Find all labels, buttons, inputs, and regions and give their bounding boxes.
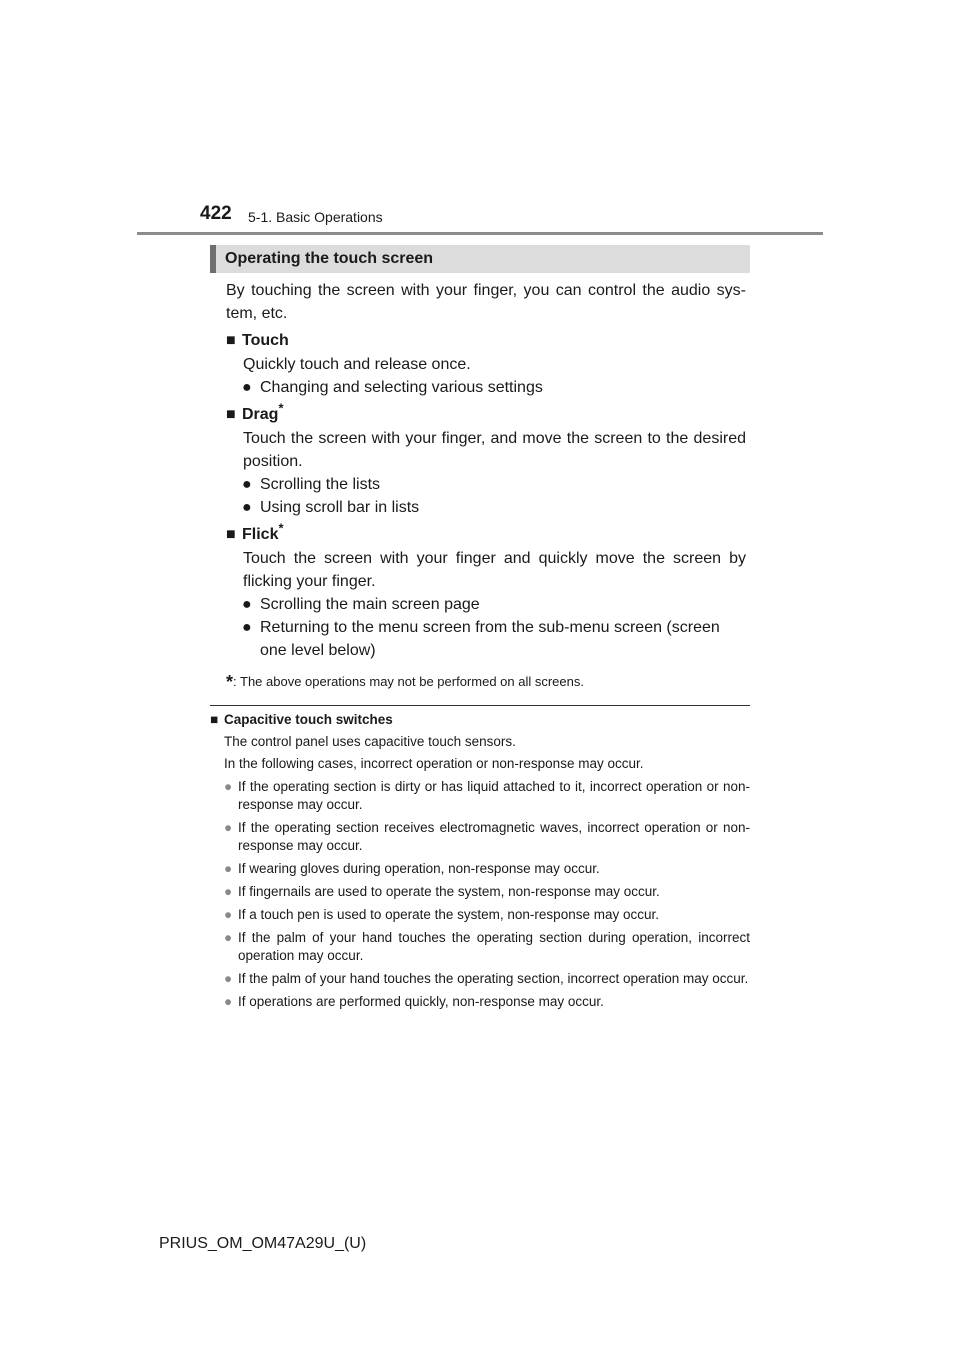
heading-bar [210,245,750,273]
subsection-touch [226,329,746,399]
circle-bullet-icon: ● [224,930,233,945]
list-item: ● Scrolling the lists [226,473,746,496]
info-paragraph: The control panel uses capacitive touch sensors. [224,734,516,749]
list-item: ● If the operating section receives electromagnetic waves, incorrect operation or non-response may occur. [224,820,750,853]
subsection-drag [226,400,746,519]
info-paragraph: In the following cases, incorrect operation or non-response may occur. [224,756,644,771]
circle-bullet-icon: ● [242,596,252,613]
square-bullet-icon: ■ [210,712,219,727]
subsection-flick [226,520,746,662]
square-bullet-icon: ■ [226,526,236,543]
intro-paragraph: By touching the screen with your finger, you can control the audio sys-tem, etc. [226,282,746,322]
header-rule [137,232,823,235]
list-item: ● Scrolling the main screen page [226,593,746,616]
subsection-desc: Quickly touch and release once. [243,356,471,373]
circle-bullet-icon: ● [242,619,252,636]
info-title: ■ Capacitive touch switches [210,712,393,727]
list-item: ● If the palm of your hand touches the operating section during operation, incorrect operation may occur. [224,930,750,963]
circle-bullet-icon: ● [242,379,252,396]
list-item: ● If the palm of your hand touches the operating section, incorrect operation may occur. [224,971,749,986]
list-item: ● If wearing gloves during operation, non-response may occur. [224,861,600,876]
heading-text: Operating the touch screen [225,250,434,267]
circle-bullet-icon: ● [224,820,233,835]
list-item: ● Using scroll bar in lists [226,496,746,519]
circle-bullet-icon: ● [224,779,233,794]
asterisk-icon: * [226,672,234,692]
circle-bullet-icon: ● [242,499,252,516]
list-item: ● Changing and selecting various settings [226,376,746,399]
circle-bullet-icon: ● [224,884,233,899]
page-number: 422 [200,203,232,224]
list-item: ● If fingernails are used to operate the system, non-response may occur. [224,884,660,899]
list-item: ● If operations are performed quickly, non-response may occur. [224,994,604,1009]
footnote: *: The above operations may not be performed on all screens. [226,672,584,692]
list-item: ● Returning to the menu screen from the sub-menu screen (screen one level below) [226,616,746,662]
list-item: ● If the operating section is dirty or has liquid attached to it, incorrect operation or non-response may occur. [224,779,750,812]
square-bullet-icon: ■ [226,332,236,349]
list-item: ● If a touch pen is used to operate the system, non-response may occur. [224,907,659,922]
main-content [226,279,746,694]
subsection-title: ■ Drag* [226,403,746,426]
subsection-title: ■ Flick* [226,523,746,546]
subsection-desc: Touch the screen with your finger, and move the screen to the desired position. [243,430,746,470]
subsection-desc: Touch the screen with your finger and quickly move the screen by flicking your finger. [243,550,746,590]
info-divider [210,705,750,706]
circle-bullet-icon: ● [224,907,233,922]
circle-bullet-icon: ● [224,994,233,1009]
section-title: 5-1. Basic Operations [248,209,383,225]
circle-bullet-icon: ● [224,971,233,986]
square-bullet-icon: ■ [226,406,236,423]
circle-bullet-icon: ● [224,861,233,876]
footer-code: PRIUS_OM_OM47A29U_(U) [159,1235,367,1252]
info-section [210,711,750,1011]
circle-bullet-icon: ● [242,476,252,493]
subsection-title: ■ Touch [226,329,746,352]
